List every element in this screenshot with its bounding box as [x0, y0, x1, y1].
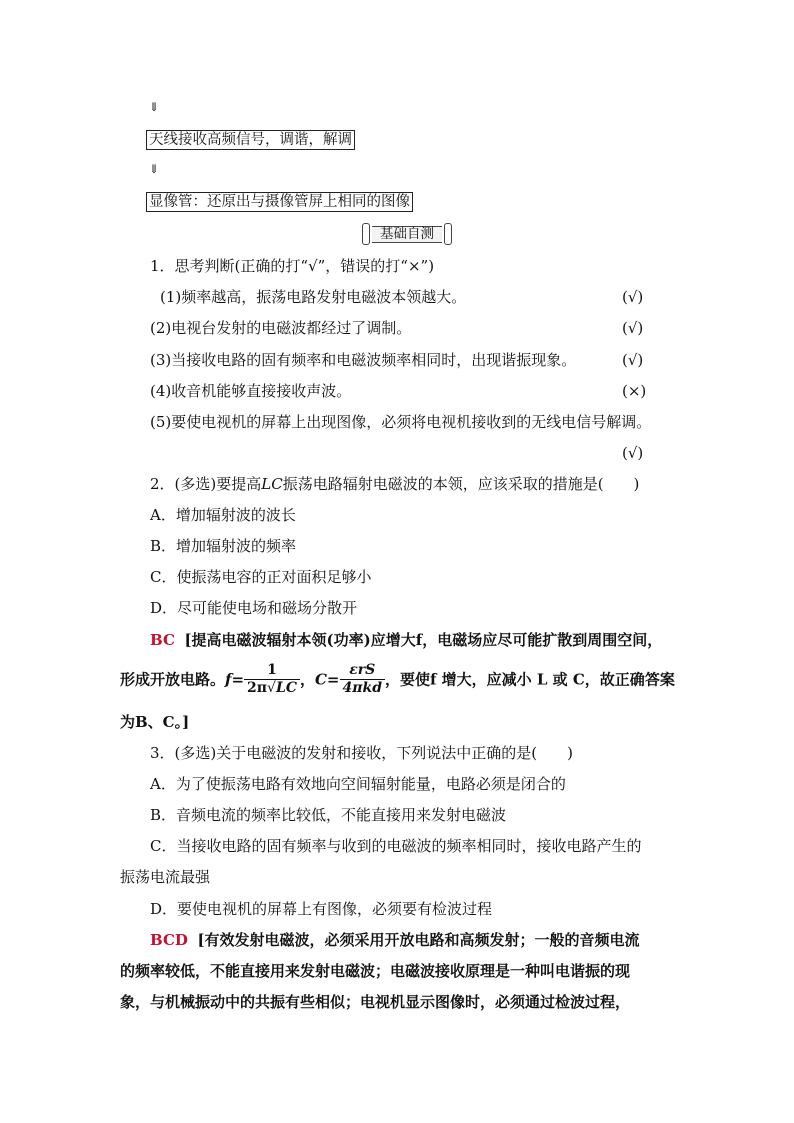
q1-item-3: (3)当接收电路的固有频率和电磁波频率相同时，出现谐振现象。 [150, 351, 577, 369]
q2-explanation-line-2: 形成开放电路。f= $\frac{1}{2\pi√LC}$ ，C= $\frac{\text{εrS}}{\text{4πkd}}$ ，要使f 增大，应减小 L 或 C，故正确答案 [120, 662, 675, 696]
q1-mark-1: (√) [622, 288, 644, 306]
q2-explanation-line-1: BC [提高电磁波辐射本领(功率)应增大f，电磁场应尽可能扩散到周围空间， [150, 631, 663, 649]
q3-stem: 3．(多选)关于电磁波的发射和接收，下列说法中正确的是( ) [150, 744, 573, 762]
q2-option-a: A．增加辐射波的波长 [150, 506, 296, 524]
q3-explanation-line-1: BCD [有效发射电磁波，必须采用开放电路和高频发射；一般的音频电流 [150, 931, 640, 949]
q3-option-b: B．音频电流的频率比较低，不能直接用来发射电磁波 [150, 806, 507, 824]
q2-answer: BC [150, 631, 175, 649]
q1-item-4: (4)收音机能够直接接收声波。 [150, 382, 352, 400]
flow-box-picture-tube: 显像管：还原出与摄像管屏上相同的图像 [146, 192, 413, 212]
q1-item-1: (1)频率越高，振荡电路发射电磁波本领越大。 [160, 288, 467, 306]
q3-option-a: A．为了使振荡电路有效地向空间辐射能量，电路必须是闭合的 [150, 775, 566, 793]
q1-stem: 1．思考判断(正确的打“√”，错误的打“×”) [150, 257, 435, 275]
q1-mark-3: (√) [622, 351, 644, 369]
q2-option-c: C．使振荡电容的正对面积足够小 [150, 568, 372, 586]
q2-option-b: B．增加辐射波的频率 [150, 537, 297, 555]
q2-stem: 2．(多选)要提高LC振荡电路辐射电磁波的本领，应该采取的措施是( ) [150, 475, 640, 493]
q3-option-c: C．当接收电路的固有频率与收到的电磁波的频率相同时，接收电路产生的 [150, 837, 642, 855]
flow-box-antenna: 天线接收高频信号，调谐，解调 [146, 130, 355, 150]
down-arrow-2: ⇓ [149, 162, 160, 176]
q1-mark-5: (√) [622, 444, 644, 462]
frequency-formula: $\frac{1}{2\pi√LC}$ [244, 662, 300, 697]
q1-item-2: (2)电视台发射的电磁波都经过了调制。 [150, 319, 412, 337]
section-banner: 基础自测 [372, 226, 442, 243]
q3-option-d: D．要使电视机的屏幕上有图像，必须要有检波过程 [150, 900, 493, 918]
q3-option-c-cont: 振荡电流最强 [120, 868, 211, 886]
q2-explanation-line-3: 为B、C。] [120, 713, 190, 731]
down-arrow-1: ⇓ [149, 100, 160, 114]
q1-mark-4: (×) [622, 382, 647, 400]
capacitance-formula: $\frac{\text{εrS}}{\text{4πkd}}$ [340, 662, 385, 697]
q3-explanation-line-2: 的频率较低，不能直接用来发射电磁波；电磁波接收原理是一种叫电谐振的现 [120, 962, 631, 980]
q3-explanation-line-3: 象，与机械振动中的共振有些相似；电视机显示图像时，必须通过检波过程， [120, 993, 631, 1011]
q1-mark-2: (√) [622, 319, 644, 337]
q2-option-d: D．尽可能使电场和磁场分散开 [150, 599, 358, 617]
q3-answer: BCD [150, 931, 188, 949]
q1-item-5: (5)要使电视机的屏幕上出现图像，必须将电视机接收到的无线电信号解调。 [150, 413, 652, 431]
